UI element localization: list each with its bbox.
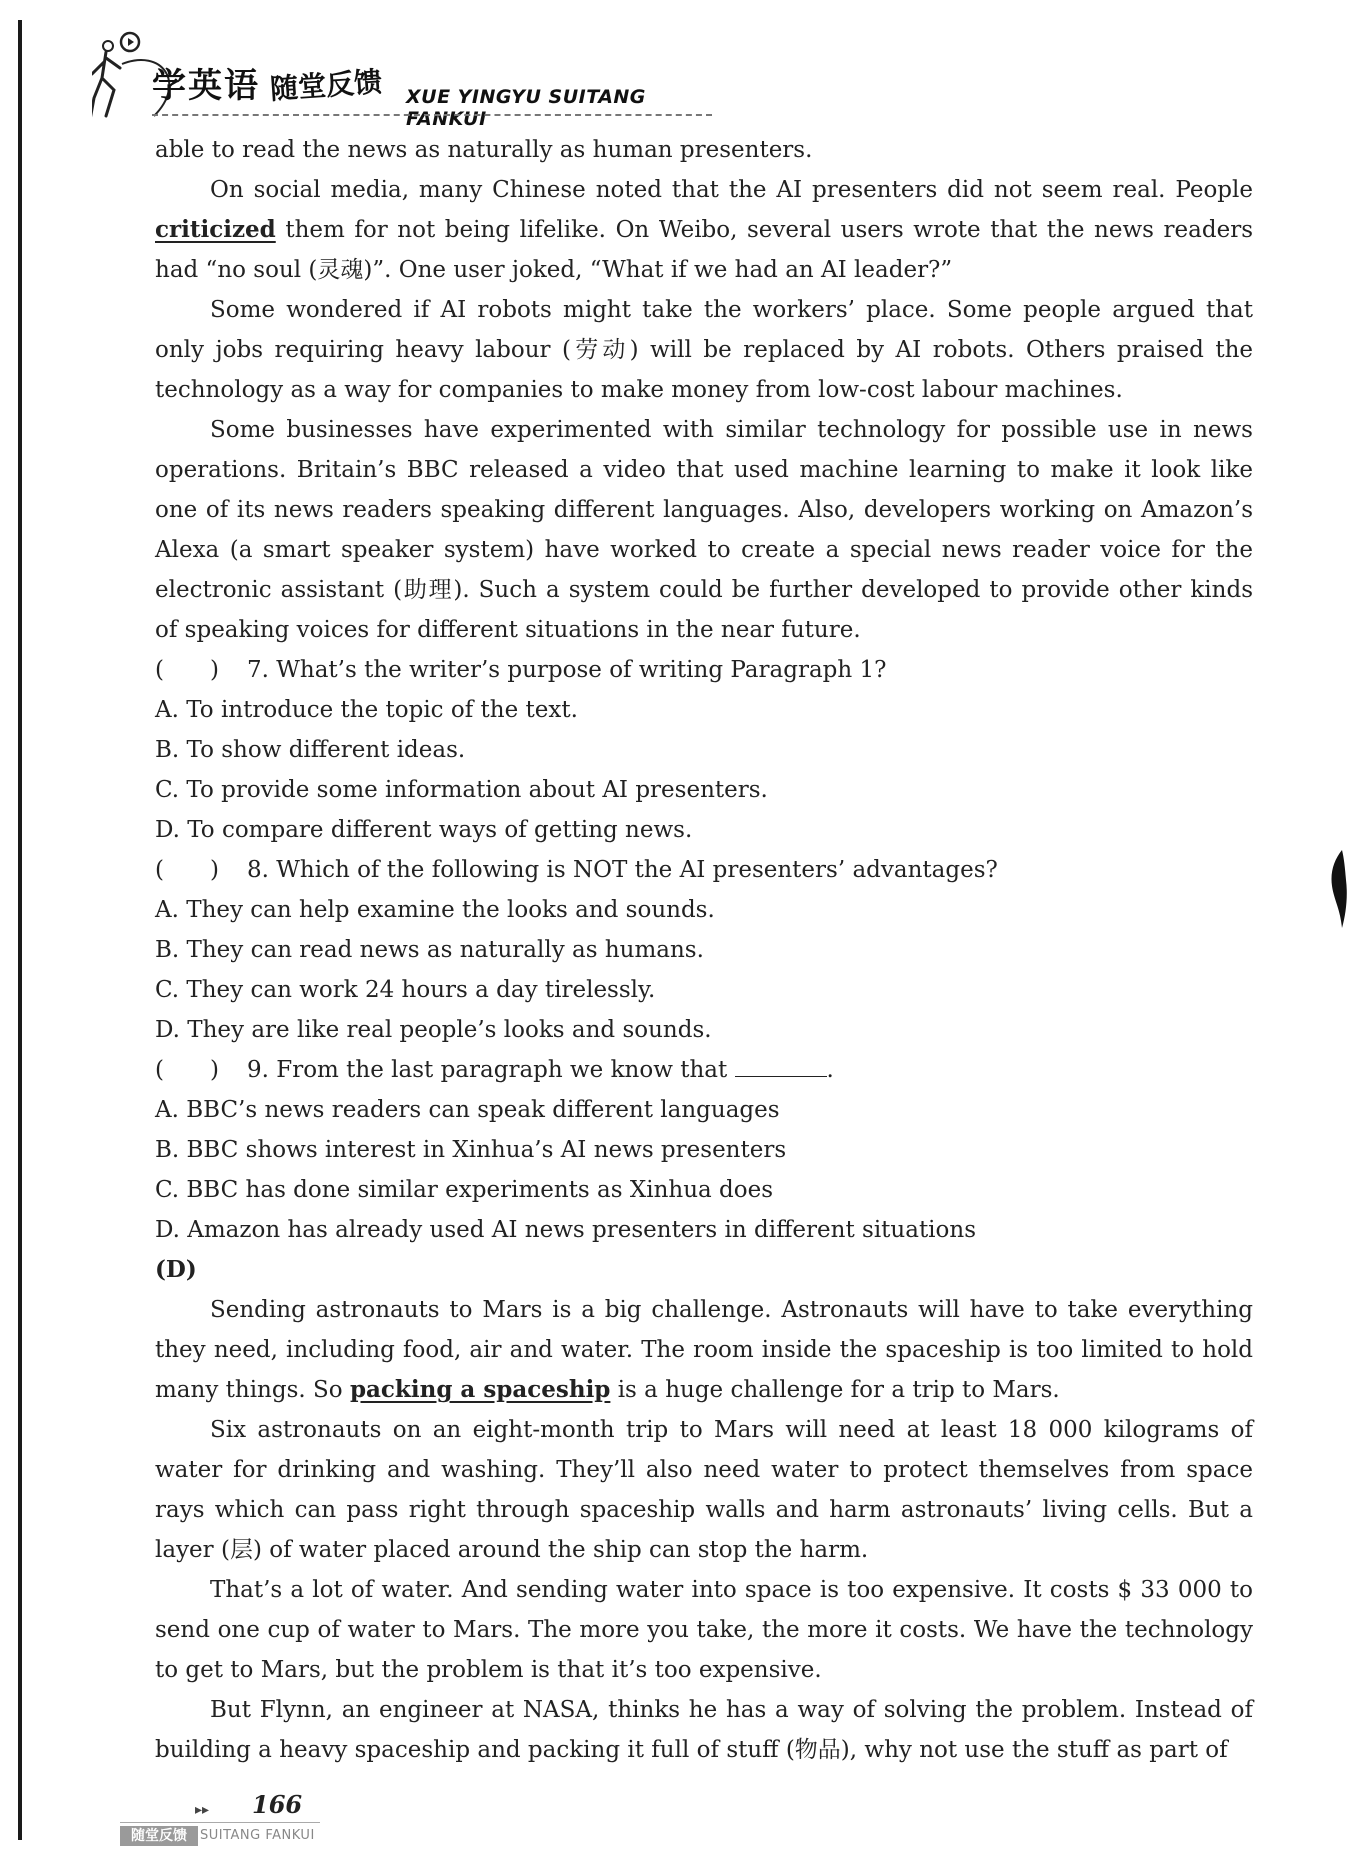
passage-d-paragraph-2: Six astronauts on an eight-month trip to Mars will need at least 18 000 kilograms of water for drinking and washing. They’ll also need water to protect themselves from space rays which can pass right through spaceship walls and harm astronauts’ living cells. But a layer (层) of water placed around the ship can stop the harm. [155, 1417, 1253, 1563]
header-dashed-rule [152, 114, 712, 116]
question-8 [155, 850, 1253, 890]
underlined-word: criticized [155, 216, 276, 243]
question-stem: 8. Which of the following is NOT the AI presenters’ advantages? [247, 857, 998, 883]
question-8-option-d: D. They are like real people’s looks and sounds. [155, 1017, 712, 1043]
question-7-option-a: A. To introduce the topic of the text. [155, 697, 578, 723]
question-8-option-c: C. They can work 24 hours a day tirelessly. [155, 977, 656, 1003]
page-footer [120, 1784, 520, 1844]
margin-ink-mark [1328, 850, 1350, 930]
binding-edge-line [18, 20, 22, 1840]
page-number: 166 [252, 1790, 303, 1819]
question-8-option-b: B. They can read news as naturally as humans. [155, 937, 704, 963]
question-9 [155, 1050, 1253, 1090]
question-7-option-d: D. To compare different ways of getting news. [155, 817, 693, 843]
question-9-option-c: C. BBC has done similar experiments as Xinhua does [155, 1177, 774, 1203]
question-7-option-c: C. To provide some information about AI presenters. [155, 777, 768, 803]
text-run: is a huge challenge for a trip to Mars. [610, 1377, 1060, 1403]
question-8-option-a: A. They can help examine the looks and sounds. [155, 897, 715, 923]
header-title-en: XUE YINGYU SUITANG FANKUI [406, 86, 646, 130]
header-title-cn: 学英语 [152, 66, 260, 106]
passage-c-paragraph-3: Some businesses have experimented with similar technology for possible use in news operations. Britain’s BBC released a video that used machine learning to make it look like one of its news readers speaking different languages. Also, developers working on Amazon’s Alexa (a smart speaker system) have worked to create a special news reader voice for the electronic assistant (助理). Such a system could be further developed to provide other kinds of speaking voices for different situations in the near future. [155, 417, 1253, 643]
question-7-option-b: B. To show different ideas. [155, 737, 466, 763]
page-content [155, 130, 1253, 1770]
question-9-option-d: D. Amazon has already used AI news presenters in different situations [155, 1217, 977, 1243]
footer-badge-en: SUITANG FANKUI [200, 1828, 315, 1843]
fill-blank[interactable] [735, 1052, 827, 1077]
question-9-option-a: A. BBC’s news readers can speak different languages [155, 1097, 780, 1123]
question-stem: 7. What’s the writer’s purpose of writing Paragraph 1? [247, 657, 887, 683]
text-run: On social media, many Chinese noted that the AI presenters did not seem real. People [210, 177, 1253, 203]
text-run: Sending astronauts to Mars is a big challenge. Astronauts will have to take everything they need, including food, air and water. The room inside the spaceship is too limited to hold many things. So [155, 1297, 1253, 1403]
page-arrows-icon: ▸▸ [195, 1802, 210, 1818]
passage-c-paragraph-1 [155, 170, 1253, 290]
header-subtitle-cn: 随堂反馈 [269, 65, 384, 106]
stem-end: . [826, 1057, 834, 1083]
question-9-option-b: B. BBC shows interest in Xinhua’s AI news presenters [155, 1137, 787, 1163]
answer-parentheses[interactable]: ( ) [155, 1057, 219, 1083]
footer-badge-cn: 随堂反馈 [120, 1826, 198, 1846]
question-7 [155, 650, 1253, 690]
question-stem: 9. From the last paragraph we know that [247, 1057, 728, 1083]
answer-parentheses[interactable]: ( ) [155, 857, 219, 883]
section-d-label: (D) [155, 1256, 197, 1283]
text-run: them for not being lifelike. On Weibo, several users wrote that the news readers had “no soul (灵魂)”. One user joked, “What if we had an AI leader?” [155, 217, 1253, 283]
passage-c-paragraph-2: Some wondered if AI robots might take the workers’ place. Some people argued that only jobs requiring heavy labour (劳动) will be replaced by AI robots. Others praised the technology as a way for companies to make money from low-cost labour machines. [155, 297, 1253, 403]
passage-d-paragraph-1 [155, 1290, 1253, 1410]
answer-parentheses[interactable]: ( ) [155, 657, 219, 683]
passage-d-paragraph-3: That’s a lot of water. And sending water into space is too expensive. It costs $ 33 000 to send one cup of water to Mars. The more you take, the more it costs. We have the technology to get to Mars, but the problem is that it’s too expensive. [155, 1577, 1253, 1683]
passage-d-paragraph-4: But Flynn, an engineer at NASA, thinks he has a way of solving the problem. Instead of building a heavy spaceship and packing it full of stuff (物品), why not use the stuff as part of [155, 1697, 1253, 1763]
passage-c-paragraph-0: able to read the news as naturally as human presenters. [155, 137, 813, 163]
page-header [92, 28, 712, 128]
underlined-phrase: packing a spaceship [349, 1376, 611, 1403]
footer-rule [120, 1822, 320, 1823]
